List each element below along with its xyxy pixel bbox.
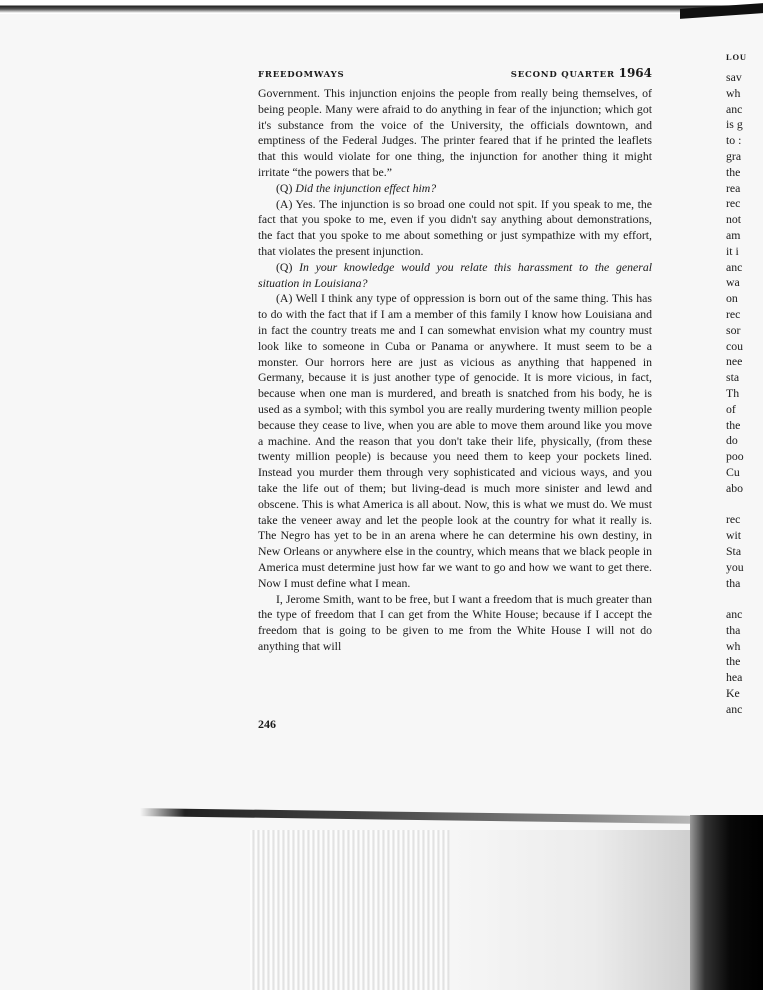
article-body	[258, 86, 652, 655]
facing-page-line: rec	[726, 306, 741, 321]
facing-page-line: wit	[726, 528, 742, 543]
facing-page-head: LOU	[726, 52, 747, 62]
facing-page-line: the	[726, 654, 741, 669]
facing-page-line: wh	[726, 638, 741, 653]
facing-page-line: not	[726, 212, 742, 227]
paragraph	[258, 86, 652, 181]
scan-dark-edge	[690, 815, 763, 990]
facing-page-line: anc	[726, 101, 743, 116]
paragraph-text: Yes. The injunction is so broad one could not spit. If you speak to me, the fact that you spoke to me, even if you didn't say anything about demonstrations, the fact that you spoke to me about something or just sympathize with my effort, that violates the present injunction.	[258, 196, 652, 258]
qa-label: (Q)	[276, 180, 296, 195]
facing-page-line: tha	[726, 575, 741, 590]
facing-page-line: rec	[726, 196, 741, 211]
facing-page-line: nee	[726, 354, 743, 369]
facing-page-line: abo	[726, 480, 744, 495]
running-head	[258, 66, 652, 80]
paragraph-text: Well I think any type of oppression is born out of the same thing. This has to do with the fact that if I am a member of this family I know how Louisiana and in fact the country treats me and I can somewhat envision what my country must look like to someone in Cuba or Panama or anywhere. It must seem to be a monster. Our horrors here are just as vicious as anything that happened in Germany, because it is just another type of genocide. It is more vicious, in fact, because when one man is murdered, and breath is snatched from his body, he is used as a symbol; with this symbol you are really murdering twenty million people because they cease to live, when you are able to move them around like you move a machine. And the reason that you don't take their life, physically, (from these twenty million people) is because you need them to keep your pockets lined. Instead you murder them through very sophisticated and vicious ways, and you take the life out of them; but living-dead is much more sinister and lewd and obscene. This is what America is all about. Now, this is what we must do. We must take the veneer away and let the people look at the country for what it really is. The Negro has yet to be in an arena where he can determine his own destiny, in New Orleans or anywhere else in the country, which means that we black people in America must determine just how far we want to go and how we want to get there. Now I must define what I mean.	[258, 291, 652, 590]
paragraph-text: Did the injunction effect him?	[295, 180, 437, 195]
facing-page-line: Ke	[726, 686, 740, 701]
facing-page-line	[726, 497, 763, 513]
facing-page-line: anc	[726, 607, 743, 622]
facing-page-line: Sta	[726, 543, 742, 558]
qa-label: (A)	[276, 196, 296, 211]
answer-paragraph	[258, 197, 652, 260]
facing-page-line: Cu	[726, 464, 740, 479]
scan-streaks	[250, 830, 450, 990]
facing-page-line: wa	[726, 275, 740, 290]
paragraph-text: In your knowledge would you relate this harassment to the general situation in Louisiana?	[258, 259, 652, 290]
facing-page-line: the	[726, 417, 741, 432]
facing-page-line: of	[726, 401, 736, 416]
qa-label: (A)	[276, 291, 296, 306]
issue-label: SECOND QUARTER 1964	[510, 66, 652, 80]
page-number: 246	[258, 717, 276, 731]
facing-page-line: wh	[726, 85, 741, 100]
qa-label: (Q)	[276, 259, 300, 274]
paragraph-text: I, Jerome Smith, want to be free, but I want a freedom that is much greater than the type of freedom that I can get from the White House; because if I accept the freedom that is going to be given to me from the White House I will not do anything that will	[258, 591, 652, 653]
journal-title: FREEDOMWAYS	[258, 70, 345, 80]
facing-page-line: Th	[726, 385, 740, 400]
facing-page-line: hea	[726, 670, 743, 685]
facing-page-line: you	[726, 559, 744, 574]
page-column	[258, 66, 652, 655]
facing-page-line: anc	[726, 259, 743, 274]
scan-smear	[140, 808, 700, 824]
facing-page-line: cou	[726, 338, 744, 353]
facing-page-line: poo	[726, 449, 744, 464]
answer-paragraph	[258, 291, 652, 591]
facing-page-line: it i	[726, 243, 739, 258]
facing-page-line: do	[726, 433, 738, 448]
facing-page-line: rea	[726, 180, 741, 195]
scan-edge-top	[0, 0, 763, 14]
facing-page-line: to :	[726, 133, 742, 148]
scan-shadow-mid	[450, 830, 690, 990]
question-paragraph	[258, 260, 652, 292]
facing-page-line: am	[726, 227, 741, 242]
facing-page-line: anc	[726, 701, 743, 716]
facing-page-line: sav	[726, 70, 742, 84]
facing-page-line: is g	[726, 117, 743, 132]
facing-page-line: rec	[726, 512, 741, 527]
facing-page-line: sta	[726, 370, 740, 385]
facing-page-line	[726, 591, 763, 607]
paragraph	[258, 592, 652, 655]
facing-page-fragment	[726, 50, 763, 716]
issue-year: 1964	[618, 66, 652, 80]
facing-page-line: sor	[726, 322, 741, 337]
facing-page-line: tha	[726, 622, 741, 637]
facing-page-line: gra	[726, 148, 742, 163]
facing-page-line: on	[726, 291, 738, 306]
question-paragraph	[258, 181, 652, 197]
facing-page-line: the	[726, 164, 741, 179]
paragraph-text: Government. This injunction enjoins the people from really being themselves, of being people. Many were afraid to do anything in fear of the injunction; which got it's substance from the voice of the University, the officials downtown, and emptiness of the Federal Judges. The printer feared that if he printed the leaflets that this would violate for one thing, the injunction for another thing it might irritate “the powers that be.”	[258, 86, 652, 179]
